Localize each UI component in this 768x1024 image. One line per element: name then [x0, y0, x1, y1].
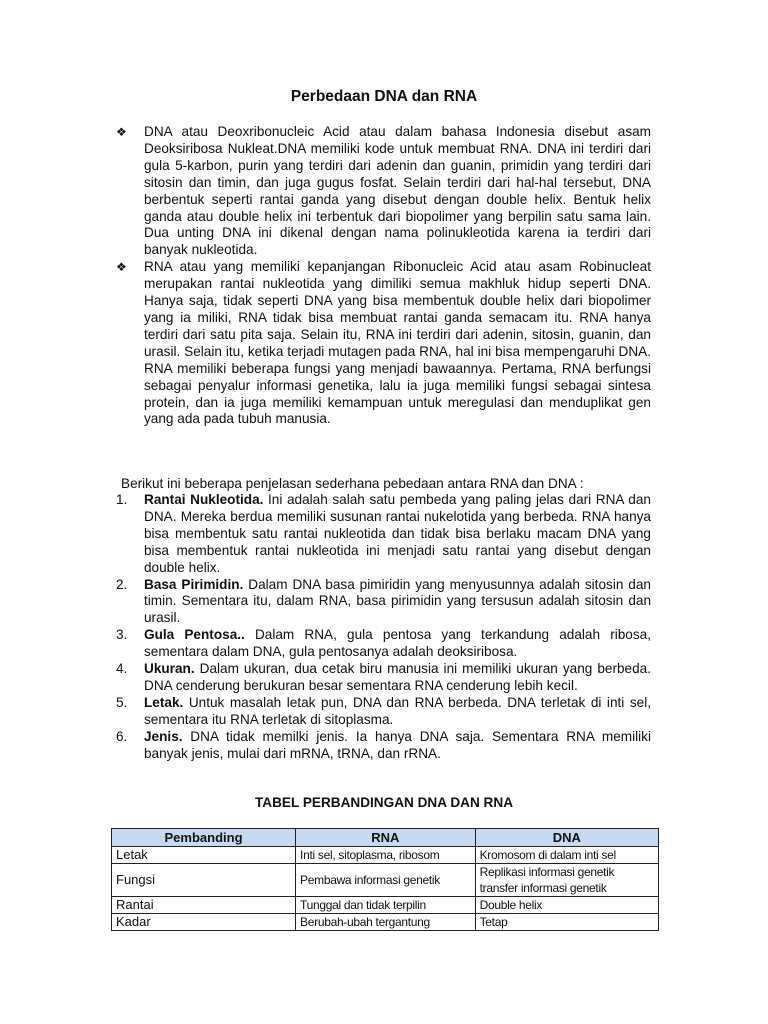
list-text: Dalam DNA basa pimiridin yang menyusunnya adalah sitosin dan timin. Sementara itu, dalam RNA, basa pirimidin yang tersusun adalah sitosin dan urasil. — [144, 576, 651, 626]
list-number: 4. — [116, 661, 128, 677]
bullet-text: RNA atau yang memiliki kepanjangan Ribonucleic Acid atau asam Robinucleat merupakan rantai nukleotida yang dimiliki semua makhluk hidup seperti DNA. Hanya saja, tidak seperti DNA yang bisa membentuk double helix dari biopolimer yang ia miliki, RNA tidak bisa membuat rantai ganda semacam itu. RNA hanya terdiri dari satu pita saja. Selain itu, RNA ini terdiri dari adenin, sitosin, guanin, dan urasil. Selain itu, ketika terjadi mutagen pada RNA, hal ini bisa mempengaruhi DNA. RNA memiliki beberapa fungsi yang menjadi bawaannya. Pertama, RNA berfungsi sebagai penyalur informasi genetika, lalu ia juga memiliki fungsi sebagai sintesa protein, dan ia juga memiliki kemampuan untuk meregulasi dan menduplikat gen yang ada pada tubuh manusia. — [144, 259, 651, 427]
table-row — [112, 897, 659, 914]
document-title: Perbedaan DNA dan RNA — [290, 88, 478, 105]
table-cell: Tetap — [475, 914, 658, 931]
table-cell: Inti sel, sitoplasma, ribosom — [296, 847, 476, 864]
table-row — [112, 914, 659, 931]
table-cell: Kromosom di dalam inti sel — [475, 847, 658, 864]
list-intro: Berikut ini beberapa penjelasan sederhana pebedaan antara RNA dan DNA : — [121, 476, 584, 491]
list-item — [116, 661, 651, 695]
table-header-cell: DNA — [475, 829, 658, 847]
table-cell: Rantai — [112, 897, 296, 914]
bullet-list — [116, 124, 651, 428]
list-term: Gula Pentosa.. — [144, 627, 245, 643]
table-cell: Double helix — [475, 897, 658, 914]
list-number: 5. — [116, 694, 128, 710]
table-cell: Berubah-ubah tergantung — [296, 914, 476, 931]
table-header-cell: RNA — [296, 829, 476, 847]
list-text: Dalam ukuran, dua cetak biru manusia ini memiliki ukuran yang berbeda. DNA cenderung berukuran besar sementara RNA cenderung lebih kecil. — [144, 661, 651, 693]
table-cell: Fungsi — [112, 864, 296, 897]
table-cell: Tunggal dan tidak terpilin — [296, 897, 476, 914]
list-item — [116, 627, 651, 661]
bullet-text: DNA atau Deoxribonucleic Acid atau dalam bahasa Indonesia disebut asam Deoksiribosa Nukleat.DNA memiliki kode untuk membuat RNA. DNA ini terdiri dari gula 5-karbon, purin yang terdiri dari adenin dan guanin, primidin yang terdiri dari sitosin dan timin, dan juga gugus fosfat. Selain terdiri dari hal-hal tersebut, DNA berbentuk seperti rantai ganda yang disebut dengan double helix. Bentuk helix ganda atau double helix ini terbentuk dari biopolimer yang berpilin satu sama lain. Dua unting DNA ini dikenal dengan nama polinukleotida karena ia terdiri dari banyak nukleotida. — [144, 124, 651, 258]
table-cell: Pembawa informasi genetik — [296, 864, 476, 897]
numbered-list — [116, 492, 651, 763]
list-item — [116, 729, 651, 763]
list-text: Ini adalah salah satu pembeda yang paling jelas dari RNA dan DNA. Mereka berdua memiliki susunan rantai nukelotida yang berbeda. RNA hanya bisa membentuk satu rantai nukleotida dan tidak bisa berlaku macam DNA yang bisa membentuk rantai nukleotida ini menjadi satu rantai yang disebut dengan double helix. — [144, 492, 651, 575]
comparison-table — [111, 828, 659, 931]
table-header-cell: Pembanding — [112, 829, 296, 847]
table-header-row — [112, 829, 659, 847]
diamond-bullet-icon: ❖ — [116, 260, 127, 275]
list-item — [116, 695, 651, 729]
list-item — [116, 577, 651, 628]
list-term: Jenis. — [144, 728, 183, 744]
list-number: 2. — [116, 576, 128, 592]
table-row — [112, 864, 659, 897]
diamond-bullet-icon: ❖ — [116, 125, 127, 139]
list-term: Rantai Nukleotida. — [144, 492, 264, 507]
list-term: Basa Pirimidin. — [144, 576, 244, 592]
list-term: Letak. — [144, 694, 184, 710]
table-row — [112, 847, 659, 864]
list-term: Ukuran. — [144, 661, 195, 677]
table-cell: Replikasi informasi genetik transfer informasi genetik — [475, 864, 658, 897]
table-cell: Kadar — [112, 914, 296, 931]
bullet-item-dna — [116, 124, 651, 259]
bullet-item-rna — [116, 259, 651, 428]
list-text: Dalam RNA, gula pentosa yang terkandung adalah ribosa, sementara dalam DNA, gula pentosanya adalah deoksiribosa. — [144, 627, 651, 660]
list-number: 3. — [116, 627, 128, 643]
list-item — [116, 492, 651, 577]
list-number: 1. — [116, 492, 128, 507]
table-cell: Letak — [112, 847, 296, 864]
list-number: 6. — [116, 728, 128, 744]
list-text: Untuk masalah letak pun, DNA dan RNA berbeda. DNA terletak di inti sel, sementara itu RNA terletak di sitoplasma. — [144, 694, 651, 727]
table-title: TABEL PERBANDINGAN DNA DAN RNA — [254, 795, 514, 810]
list-text: DNA tidak memilki jenis. Ia hanya DNA saja. Sementara RNA memiliki banyak jenis, mulai dari mRNA, tRNA, dan rRNA. — [144, 728, 651, 761]
